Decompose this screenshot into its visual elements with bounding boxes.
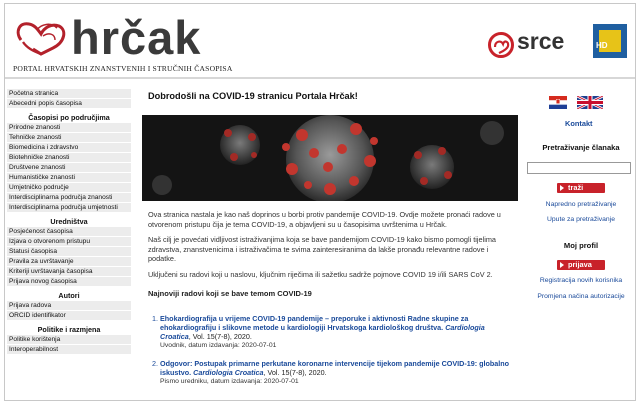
sidebar-section-title: Uredništva (50, 217, 88, 226)
sidebar-item-arts[interactable]: Umjetničko područje (7, 183, 131, 193)
sidebar-item-journal-statuses[interactable]: Statusi časopisa (7, 247, 131, 257)
intro-paragraph: Ova stranica nastala je kao naš doprinos u borbi protiv pandemije COVID-19. Ovdje možete pronaći radove u otvorenom pristupu čija je tema COVID-19, a objavljeni su u časopisima uvrštenima u Hrčak. (148, 210, 501, 229)
page-frame (4, 3, 636, 401)
list-item (148, 314, 512, 349)
list-item (148, 359, 512, 385)
journal-name: Cardiologia Croatica (193, 367, 264, 377)
sidebar-item-social-sciences[interactable]: Društvene znanosti (7, 163, 131, 173)
croatian-flag-icon[interactable] (549, 96, 567, 109)
site-header (5, 4, 635, 78)
sidebar-item-journal-visits[interactable]: Posjećenost časopisa (7, 227, 131, 237)
sidebar-item-humanities[interactable]: Humanističke znanosti (7, 173, 131, 183)
criteria-paragraph: Uključeni su radovi koji u naslovu, ključnim riječima ili sažetku sadrže pojmove COVID 19 i/ili SARS CoV 2. (148, 269, 493, 279)
brand-wordmark[interactable]: hrčak (71, 11, 202, 64)
hidra-badge-text: HD (596, 41, 608, 50)
arrow-right-icon (560, 185, 564, 191)
advanced-search-link[interactable]: Napredno pretraživanje (545, 201, 617, 208)
sidebar-item-orcid[interactable]: ORCID identifikator (7, 311, 131, 321)
article-title-link[interactable]: Odgovor: Postupak primarne perkutane koronarne intervencije tijekom pandemije COVID-19: globalno iskustvo. Cardiologia Croatica (160, 358, 510, 377)
search-button[interactable]: traži (557, 183, 605, 193)
sidebar-item-interdisciplinary-sciences[interactable]: Interdisciplinarna područja znanosti (7, 193, 131, 203)
login-button[interactable]: prijava (557, 260, 605, 270)
article-list (148, 314, 520, 385)
register-link[interactable]: Registracija novih korisnika (539, 277, 623, 284)
sidebar-item-open-access-statement[interactable]: Izjava o otvorenom pristupu (7, 237, 131, 247)
auth-change-link[interactable]: Promjena načina autorizacije (537, 293, 625, 300)
profile-heading: Moj profil (563, 241, 599, 250)
sidebar-item-interoperability[interactable]: Interoperabilnost (7, 345, 131, 355)
sidebar-item-home[interactable]: Početna stranica (7, 89, 131, 99)
sidebar-item-technical-sciences[interactable]: Tehničke znanosti (7, 133, 131, 143)
coronavirus-illustration (142, 115, 518, 201)
article-meta: , Vol. 15(7-8), 2020. (263, 367, 327, 377)
page-title: Dobrodošli na COVID-19 stranicu Portala Hrčak! (148, 91, 358, 101)
sidebar-item-biomedicine[interactable]: Biomedicina i zdravstvo (7, 143, 131, 153)
header-divider (5, 77, 635, 79)
srce-logo-icon[interactable] (487, 31, 515, 59)
sidebar-item-submit-papers[interactable]: Prijava radova (7, 301, 131, 311)
article-subinfo: Uvodnik, datum izdavanja: 2020-07-01 (160, 341, 277, 349)
sidebar-section-title: Politike i razmjena (37, 325, 101, 334)
hidra-logo-icon[interactable] (593, 24, 627, 58)
search-help-link[interactable]: Upute za pretraživanje (546, 216, 615, 223)
goal-paragraph: Naš cilj je povećati vidljivost istraživanjima koja se bave pandemijom COVID-19 kako bismo pomogli tijelima zdravstva, znanstvenicima i istraživačima te svima zainteresiranima da lakše pronađu relevantne radove i podatke. (148, 235, 496, 264)
site-tagline: PORTAL HRVATSKIH ZNANSTVENIH I STRUČNIH ČASOPISA (13, 64, 233, 73)
article-number: 2. (152, 358, 158, 368)
sidebar (7, 89, 131, 355)
article-meta: , Vol. 15(7-8), 2020. (188, 331, 252, 341)
search-heading: Pretraživanje članaka (542, 143, 620, 152)
article-number: 1. (152, 313, 158, 323)
sidebar-item-natural-sciences[interactable]: Prirodne znanosti (7, 123, 131, 133)
article-title-link[interactable]: Ehokardiografija u vrijeme COVID-19 pandemije – preporuke i aktivnosti Radne skupine za ehokardiografiju i slikovne metode u kardiologiji Hrvatskoga kardiološkog društva. Cardiologia Croatica (160, 313, 485, 341)
contact-link[interactable]: Kontakt (565, 119, 593, 128)
sidebar-item-new-journal[interactable]: Prijava novog časopisa (7, 277, 131, 287)
article-subinfo: Pismo uredniku, datum izdavanja: 2020-07-01 (160, 377, 299, 385)
covid-hero-image (142, 115, 518, 201)
sidebar-item-usage-policy[interactable]: Politike korištenja (7, 335, 131, 345)
main-content (142, 86, 520, 395)
search-input[interactable] (527, 162, 631, 174)
sidebar-item-biotechnical[interactable]: Biotehničke znanosti (7, 153, 131, 163)
sidebar-section-title: Časopisi po područjima (28, 113, 110, 122)
sidebar-item-interdisciplinary-arts[interactable]: Interdisciplinarna područja umjetnosti (7, 203, 131, 213)
journal-name: Cardiologia Croatica (160, 322, 485, 341)
srce-wordmark[interactable]: srce (517, 28, 565, 54)
sidebar-item-inclusion-rules[interactable]: Pravila za uvrštavanje (7, 257, 131, 267)
heart-logo-icon[interactable] (13, 18, 73, 56)
uk-flag-icon[interactable] (577, 96, 603, 109)
sidebar-section-title: Autori (58, 291, 80, 300)
arrow-right-icon (560, 262, 564, 268)
sidebar-item-alphabetical[interactable]: Abecedni popis časopisa (7, 99, 131, 109)
latest-papers-heading: Najnoviji radovi koji se bave temom COVID-19 (148, 288, 312, 298)
sidebar-item-inclusion-criteria[interactable]: Kriteriji uvrštavanja časopisa (7, 267, 131, 277)
